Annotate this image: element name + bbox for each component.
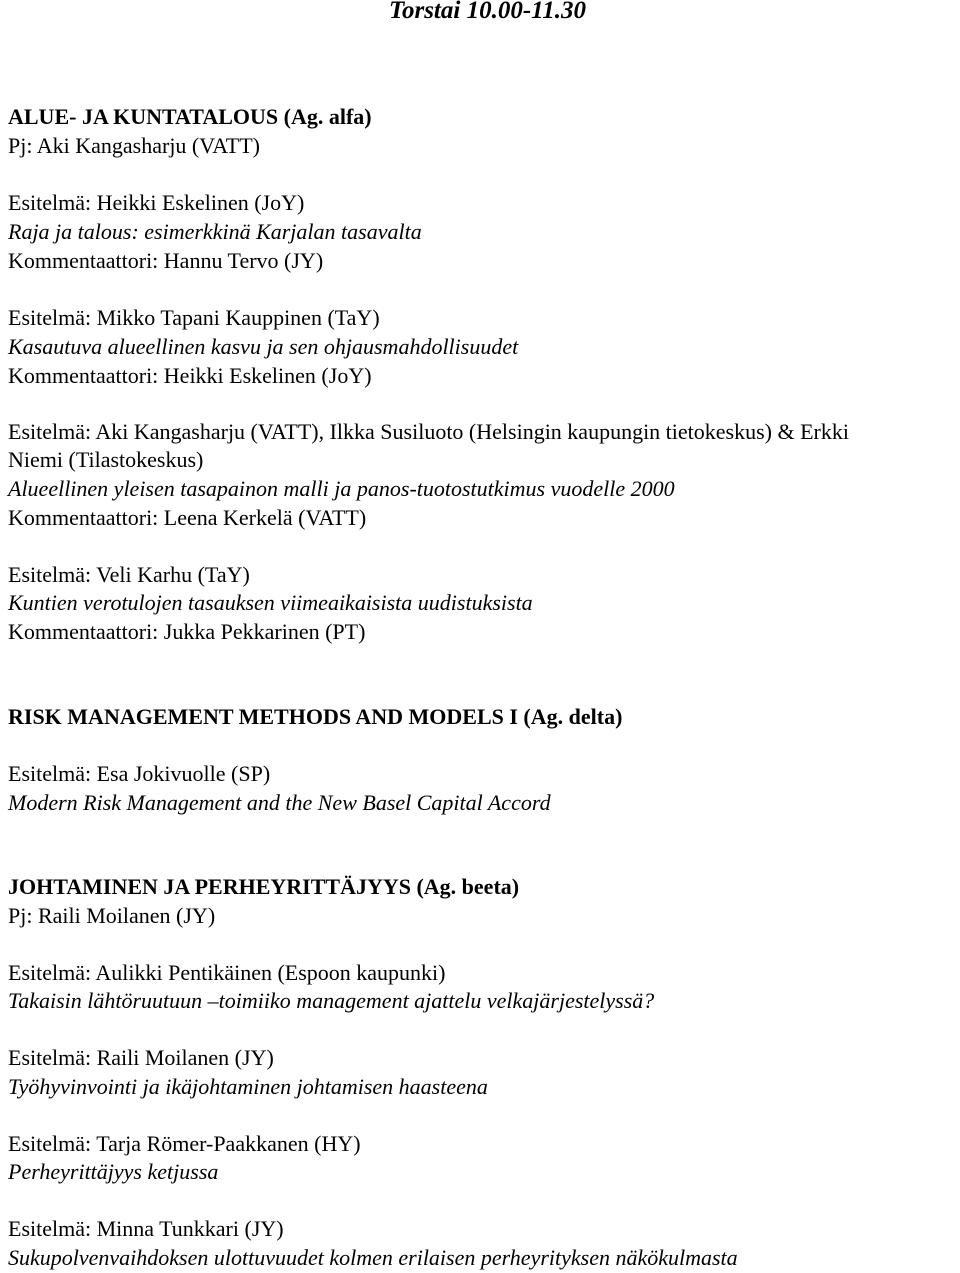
talk-presenter: Esitelmä: Minna Tunkkari (JY) (8, 1216, 284, 1241)
talk-presenter: Esitelmä: Aulikki Pentikäinen (Espoon kaupunki) (8, 960, 446, 985)
talk-presenter-continued: Niemi (Tilastokeskus) (8, 447, 204, 472)
session-title-risk-management: RISK MANAGEMENT METHODS AND MODELS I (Ag. delta) (8, 704, 623, 729)
talk-commentator: Kommentaattori: Heikki Eskelinen (JoY) (8, 363, 372, 388)
talk-presenter: Esitelmä: Tarja Römer-Paakkanen (HY) (8, 1131, 361, 1156)
talk-commentator: Kommentaattori: Jukka Pekkarinen (PT) (8, 619, 366, 644)
page-header-day-time: Torstai 10.00-11.30 (389, 0, 587, 24)
talk-topic: Raja ja talous: esimerkkinä Karjalan tasavalta (8, 219, 422, 244)
talk-presenter: Esitelmä: Heikki Eskelinen (JoY) (8, 190, 305, 215)
talk-topic: Perheyrittäjyys ketjussa (8, 1159, 219, 1184)
talk-presenter: Esitelmä: Veli Karhu (TaY) (8, 562, 250, 587)
talk-presenter: Esitelmä: Esa Jokivuolle (SP) (8, 761, 271, 786)
talk-presenter: Esitelmä: Raili Moilanen (JY) (8, 1045, 274, 1070)
session-title-johtaminen-perheyrittajyys: JOHTAMINEN JA PERHEYRITTÄJYYS (Ag. beeta) (8, 874, 520, 899)
talk-commentator: Kommentaattori: Hannu Tervo (JY) (8, 248, 324, 273)
talk-topic: Takaisin lähtöruutuun –toimiiko management ajattelu velkajärjestelyssä? (8, 988, 655, 1013)
talk-topic: Modern Risk Management and the New Basel Capital Accord (8, 790, 551, 815)
talk-topic: Alueellinen yleisen tasapainon malli ja panos-tuotostutkimus vuodelle 2000 (8, 476, 675, 501)
talk-presenter: Esitelmä: Aki Kangasharju (VATT), Ilkka Susiluoto (Helsingin kaupungin tietokeskus) & Erkki (8, 419, 849, 444)
talk-topic: Kuntien verotulojen tasauksen viimeaikaisista uudistuksista (8, 590, 533, 615)
talk-topic: Kasautuva alueellinen kasvu ja sen ohjausmahdollisuudet (8, 334, 519, 359)
talk-presenter: Esitelmä: Mikko Tapani Kauppinen (TaY) (8, 305, 380, 330)
talk-topic: Työhyvinvointi ja ikäjohtaminen johtamisen haasteena (8, 1074, 488, 1099)
talk-commentator: Kommentaattori: Leena Kerkelä (VATT) (8, 505, 367, 530)
session-chair: Pj: Aki Kangasharju (VATT) (8, 133, 260, 158)
session-title-alue-kuntatalous: ALUE- JA KUNTATALOUS (Ag. alfa) (8, 104, 372, 129)
session-chair: Pj: Raili Moilanen (JY) (8, 903, 216, 928)
talk-topic: Sukupolvenvaihdoksen ulottuvuudet kolmen erilaisen perheyrityksen näkökulmasta (8, 1245, 738, 1270)
